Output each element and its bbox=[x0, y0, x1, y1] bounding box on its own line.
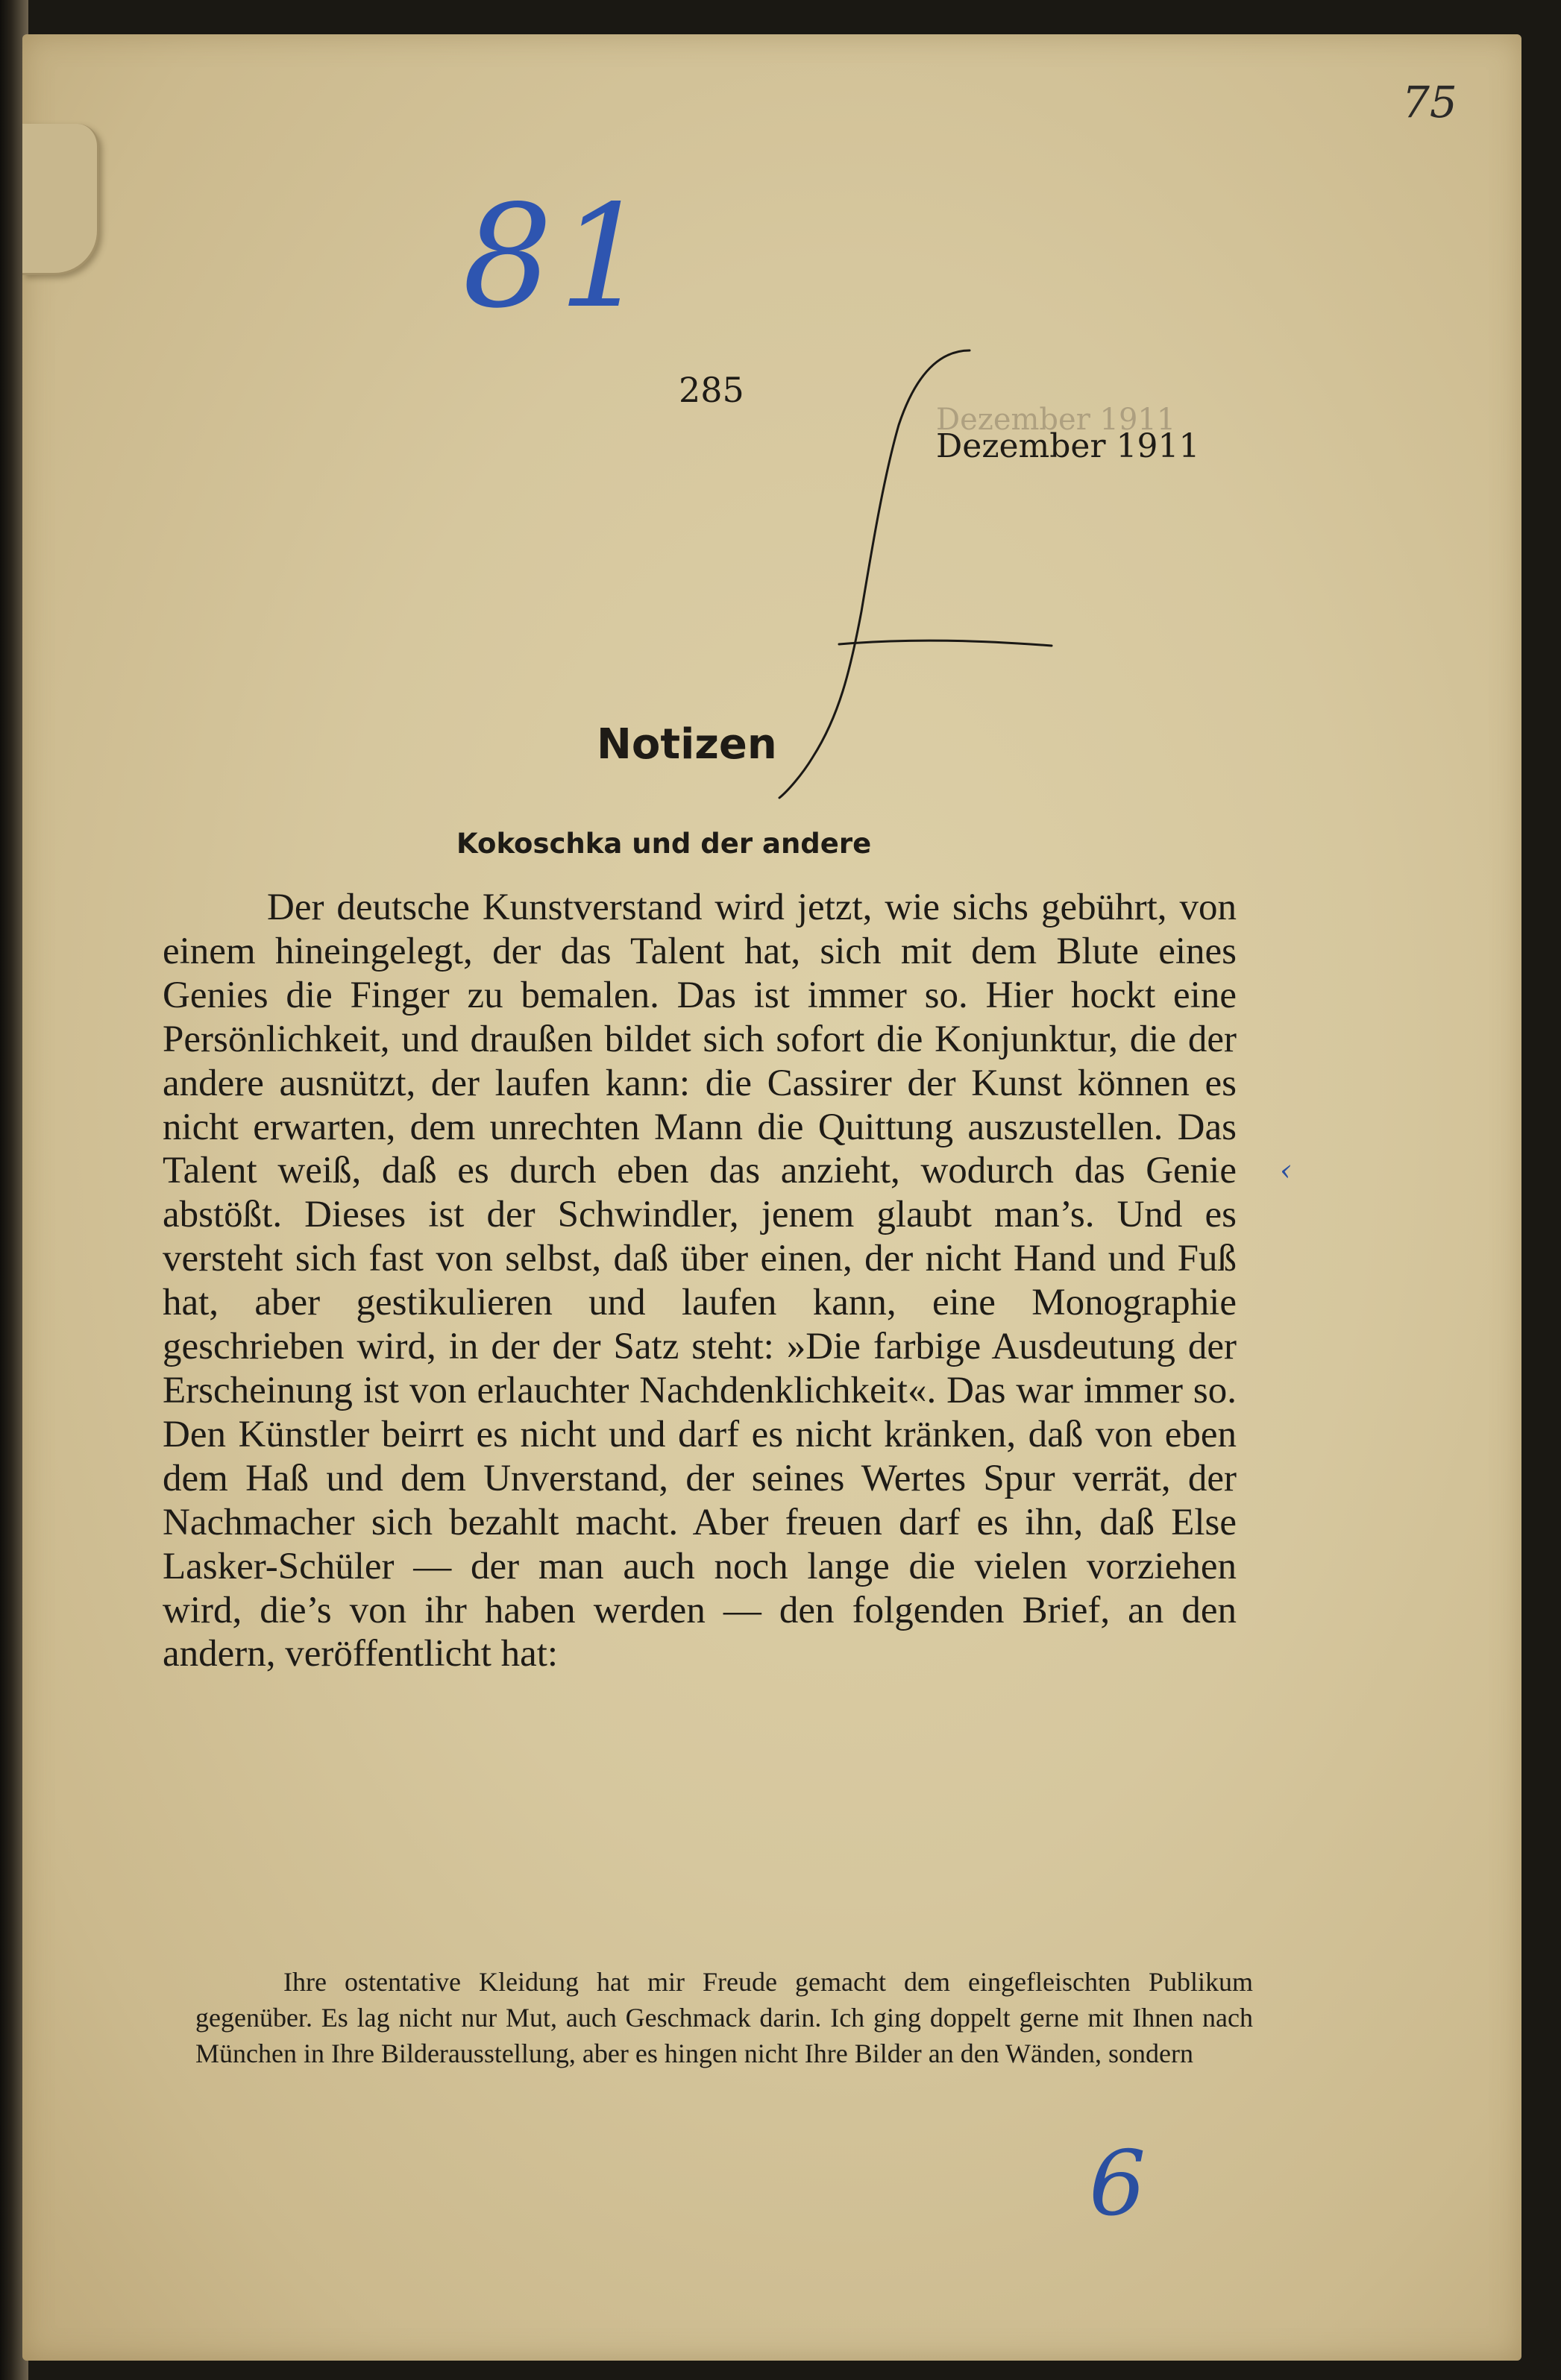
quoted-letter: Ihre ostentative Kleidung hat mir Freude gemacht dem eingefleischten Publikum gegenüber. Es lag nicht nur Mut, auch Geschmack darin. Ich ging doppelt gerne mit Ihnen nach München in Ihre Bilderausstellung, aber es hingen nicht Ihre Bilder an den Wänden, sondern bbox=[195, 1967, 1253, 2068]
section-title: Notizen bbox=[597, 720, 777, 769]
article-body: Der deutsche Kunstverstand wird jetzt, wie sichs gebührt, von einem hineingelegt, der das Talent hat, sich mit dem Blute eines Genies die Finger zu bemalen. Das ist immer so. Hier hockt eine Persönlichkeit, und draußen bildet sich sofort die Konjunktur, die der andere ausnützt, der laufen kann: die Cassirer der Kunst können es nicht erwarten, dem unrechten Mann die Quittung auszustellen. Das Talent weiß, daß es durch eben das anzieht, wodurch das Genie abstößt. Dieses ist der Schwindler, jenem glaubt man’s. Und es versteht sich fast von selbst, daß über einen, der nicht Hand und Fuß hat, aber gestikulieren und laufen kann, eine Monographie geschrieben wird, in der der Satz steht: »Die farbige Ausdeutung der Erscheinung ist von erlauchter Nachdenklichkeit«. Das war immer so. Den Künstler beirrt es nicht und darf es nicht kränken, daß von eben dem Haß und dem Unverstand, der seines Wertes Spur verrät, der Nachmacher sich bezahlt macht. Aber freuen darf es ihn, daß Else Lasker-Schüler — der man auch noch lange die vielen vorziehen wird, die’s von ihr haben werden — den folgenden Brief, an den andern, veröffentlicht hat: bbox=[163, 887, 1237, 1675]
inventory-number: 81 bbox=[462, 174, 655, 339]
page-number: 285 bbox=[679, 370, 744, 410]
pencil-folio-number: 75 bbox=[1402, 77, 1457, 128]
margin-mark: ‹ bbox=[1280, 1153, 1292, 1188]
handwritten-number: 6 bbox=[1089, 2132, 1146, 2236]
issue-date: Dezember 1911 bbox=[936, 427, 1200, 465]
faint-date-stamp: Dezember 1911 bbox=[936, 403, 1176, 437]
article-title: Kokoschka und der andere bbox=[456, 828, 872, 860]
